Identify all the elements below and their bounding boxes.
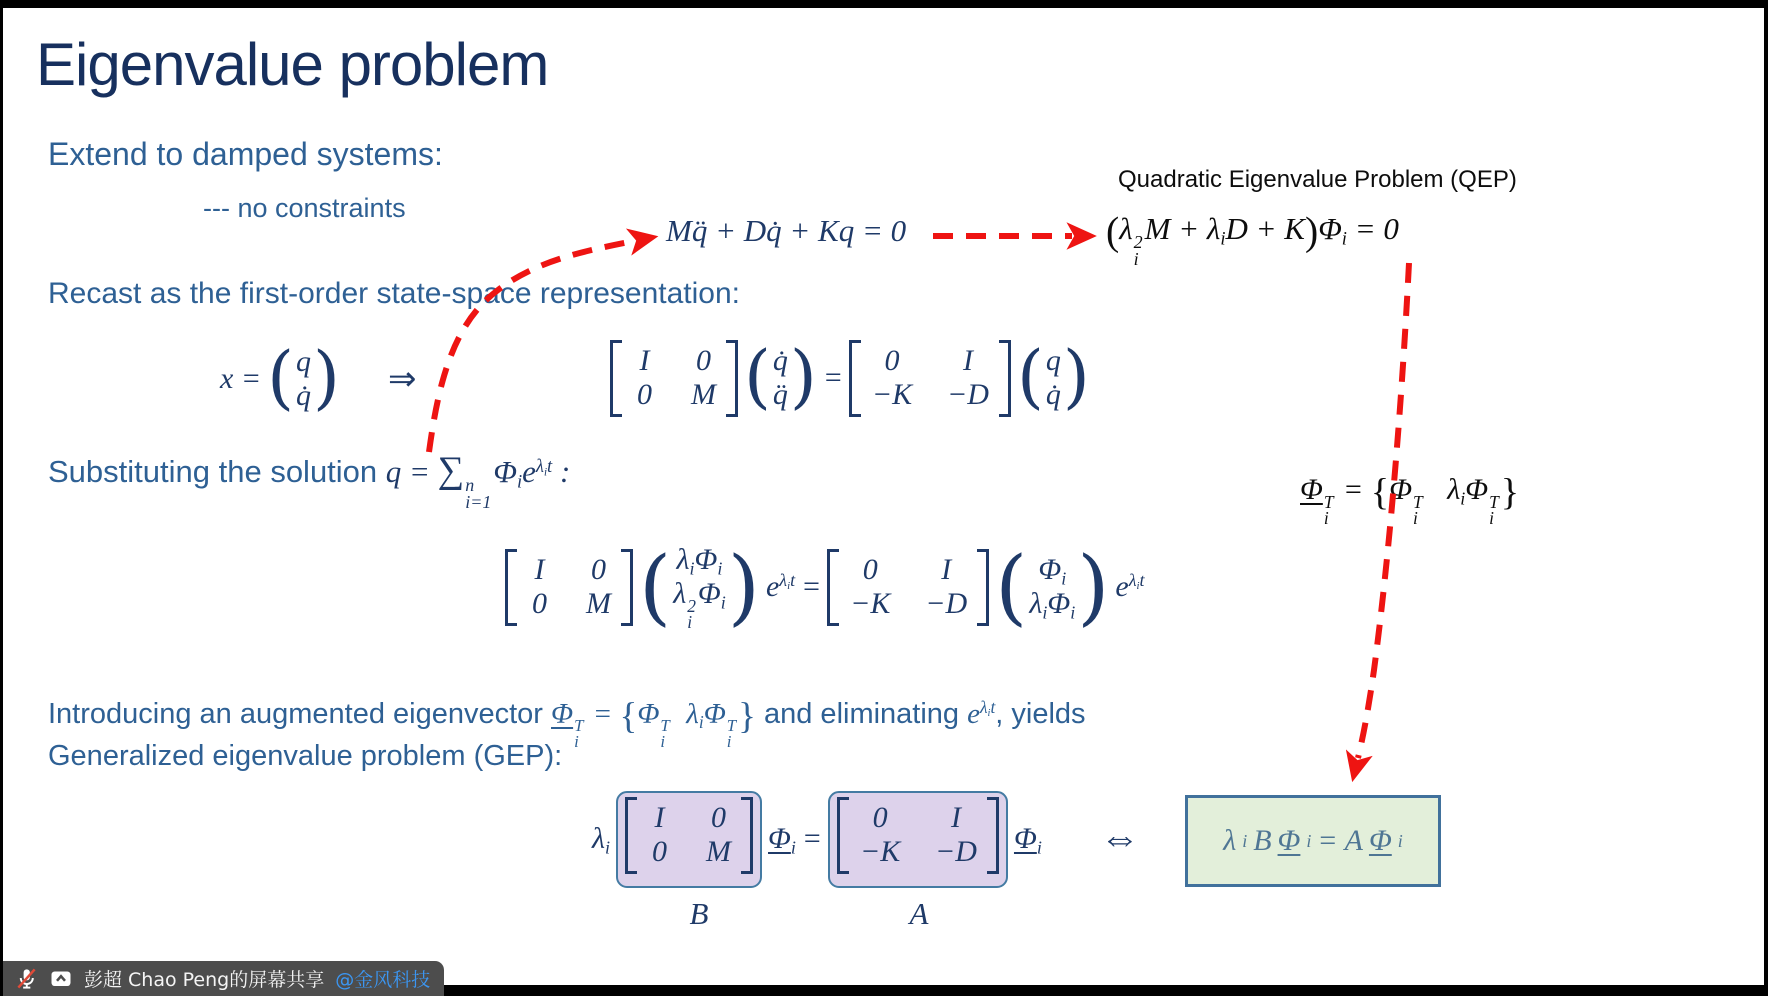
vector-cell: q: [295, 345, 311, 379]
paren-close: ): [1077, 539, 1110, 635]
matrix-cell: −K: [850, 587, 891, 620]
bracket-left: [827, 549, 839, 626]
equation-of-motion: Mq̈ + Dq̇ + Kq = 0: [666, 213, 907, 248]
implies-symbol: ⇒: [388, 360, 417, 398]
paren-open: (: [995, 539, 1028, 635]
substituted-equation: [505, 532, 1145, 642]
presenter-company-link[interactable]: @金风科技: [335, 969, 431, 991]
equals-sign: =: [822, 361, 844, 394]
vector-cell: q: [1045, 344, 1061, 378]
lambda-term: $\lambda_i$: [592, 822, 611, 858]
mass-matrix: [610, 340, 738, 417]
matrix-cell: −K: [859, 835, 901, 868]
matrix-cell: 0: [884, 343, 900, 377]
slide-title: Eigenvalue problem: [36, 31, 549, 98]
matrix-cell: 0: [872, 800, 888, 834]
vector-cell: q̇: [295, 379, 311, 412]
matrix-cell: 0: [711, 800, 727, 834]
no-constraints-line: --- no constraints: [203, 193, 406, 223]
qep-equation: (λ 2 i $M + \lambda_iD + K)\Phi_i = 0$: [1106, 209, 1399, 270]
paren-open: (: [1016, 337, 1044, 418]
matrix-cell: −K: [871, 378, 913, 411]
equals-sign: =: [801, 822, 823, 855]
bracket-right: [621, 549, 633, 626]
matrix-cell: I: [941, 552, 952, 586]
paren-close: ): [789, 337, 817, 418]
paren-open: (: [744, 337, 771, 418]
introducing-line: Introducing an augmented eigenvector Φ T i = {Φ T i $\lambda_i\Phi$ T i } and eliminating $e^{\lambda_it}$, yields: [48, 696, 1086, 752]
augmented-phi: $\Phi_i$: [1013, 822, 1042, 858]
recast-line: Recast as the first-order state-space representation:: [48, 277, 740, 310]
vector-cell: q̇: [772, 344, 788, 378]
x-equals: x =: [220, 362, 262, 395]
matrix-b: [625, 797, 753, 874]
augmented-phi: $\Phi_i$: [768, 822, 796, 858]
exponential-term: $e^{\lambda_it}$: [1115, 570, 1145, 603]
screen-share-bar: [3, 961, 444, 996]
vector-cell: $\lambda_i\Phi_i$: [1029, 587, 1076, 623]
bracket-right: [987, 797, 999, 874]
vector-cell: q̇: [1045, 378, 1061, 411]
microphone-muted-icon: [15, 967, 38, 990]
matrix-cell: 0: [652, 835, 668, 868]
matrix-cell: I: [962, 343, 973, 377]
stiffness-damping-matrix: [849, 340, 1011, 417]
iff-symbol: ⇔: [1100, 816, 1140, 860]
vector-cell: $\lambda_i\Phi_i$: [676, 543, 723, 579]
substitution-text: Substituting the solution: [48, 454, 386, 489]
matrix-cell: I: [534, 552, 545, 586]
paren-open: (: [639, 539, 672, 635]
vector-cell: $\Phi_i$: [1038, 553, 1067, 589]
bracket-left: [625, 797, 637, 874]
bracket-left: [837, 797, 849, 874]
extend-damped-line: Extend to damped systems:: [48, 136, 443, 172]
state-vector-definition: [220, 334, 340, 424]
matrix-b-highlight: [616, 791, 762, 888]
bracket-right: [726, 340, 738, 417]
matrix-a-label: A: [909, 896, 929, 931]
column-vector: [267, 338, 340, 419]
exponential-term: $e^{\lambda_it}$: [765, 570, 796, 603]
equals-sign: =: [801, 570, 822, 603]
column-vector: [1016, 337, 1090, 418]
stiffness-damping-matrix: [827, 549, 989, 626]
gep-compact-equation: λ i B Φ i = A Φ i: [1223, 824, 1403, 857]
paren-close: ): [727, 539, 760, 635]
bracket-right: [977, 549, 989, 626]
augmented-eigenvector-equation: Φ T i = {Φ T i $\lambda_i\Phi$ T i }: [1300, 471, 1520, 529]
matrix-cell: −D: [925, 587, 968, 620]
bracket-right: [999, 340, 1011, 417]
matrix-cell: M: [691, 378, 716, 411]
column-vector: [639, 539, 760, 635]
column-vector: [744, 337, 817, 418]
solution-ansatz: q = ∑ n i=1 $\Phi_ie^{\lambda_it}$ :: [385, 450, 571, 513]
matrix-cell: M: [586, 587, 611, 620]
bracket-left: [610, 340, 622, 417]
matrix-b-label: B: [689, 896, 709, 931]
matrix-a: [837, 797, 999, 874]
substitution-line: [48, 449, 570, 511]
matrix-cell: 0: [532, 587, 547, 620]
matrix-cell: −D: [947, 378, 989, 411]
column-vector: [995, 539, 1110, 635]
gep-line: Generalized eigenvalue problem (GEP):: [48, 740, 563, 772]
bracket-left: [849, 340, 861, 417]
matrix-cell: 0: [591, 552, 606, 586]
bracket-right: [741, 797, 753, 874]
vector-cell: q̈: [772, 378, 788, 411]
qep-caption: Quadratic Eigenvalue Problem (QEP): [1118, 166, 1517, 193]
matrix-a-highlight: [828, 791, 1008, 888]
matrix-cell: I: [951, 800, 961, 834]
matrix-cell: 0: [862, 552, 878, 586]
matrix-cell: M: [706, 835, 732, 868]
mass-matrix: [505, 549, 633, 626]
matrix-cell: −D: [935, 835, 977, 868]
matrix-cell: I: [654, 800, 665, 834]
state-space-equation: [610, 332, 1090, 424]
presenter-label: 彭超 Chao Peng的屏幕共享: [84, 969, 325, 991]
matrix-cell: 0: [696, 343, 711, 377]
result-box: [1185, 795, 1441, 887]
matrix-cell: 0: [637, 378, 652, 411]
screen-share-icon: [49, 967, 73, 991]
matrix-cell: I: [639, 343, 650, 377]
paren-open: (: [267, 338, 294, 419]
vector-cell: λ 2 i $\Phi_i$: [673, 576, 726, 633]
paren-close: ): [1062, 337, 1090, 418]
paren-close: ): [312, 338, 340, 419]
gep-equation: [592, 788, 1042, 890]
bracket-left: [505, 549, 517, 626]
